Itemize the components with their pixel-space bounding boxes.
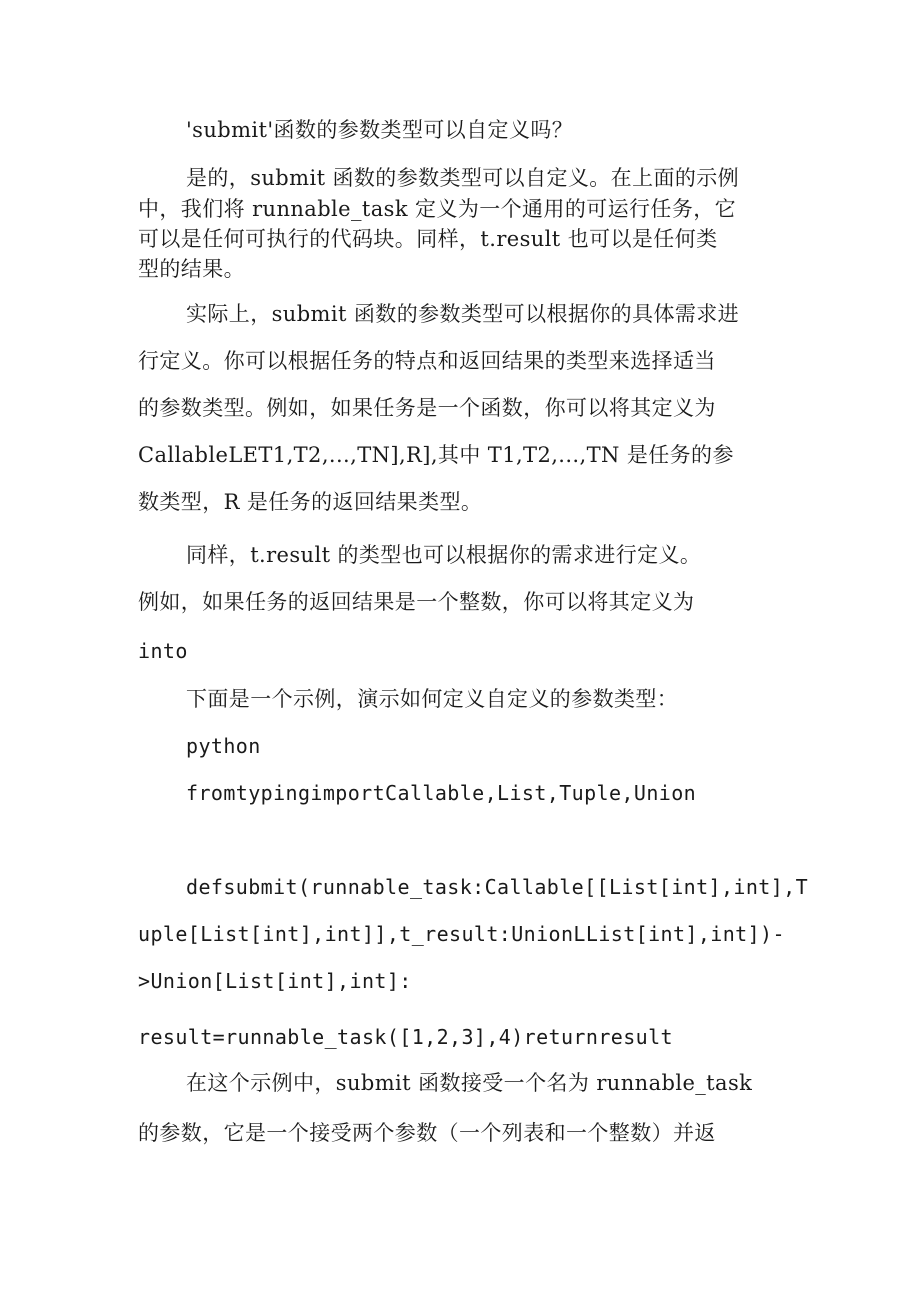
paragraph-line: 数类型，R 是任务的返回结果类型。 — [138, 490, 483, 514]
code-language-label: python — [186, 734, 261, 758]
code-line: defsubmit(runnable_task:Callable[[List[int],int],T — [186, 875, 809, 899]
code-line: >Union[List[int],int]: — [138, 969, 412, 993]
paragraph-line: 可以是任何可执行的代码块。同样，t.result 也可以是任何类 — [138, 227, 718, 251]
code-line: result=runnable_task([1,2,3],4)returnresult — [138, 1025, 673, 1049]
code-line: fromtypingimportCallable,List,Tuple,Union — [186, 781, 697, 805]
paragraph-line: 型的结果。 — [138, 257, 245, 281]
paragraph-line: 在这个示例中，submit 函数接受一个名为 runnable_task — [186, 1071, 753, 1095]
paragraph-line: into — [138, 639, 188, 663]
paragraph-line: 是的，submit 函数的参数类型可以自定义。在上面的示例 — [186, 166, 740, 190]
paragraph-line: 同样，t.result 的类型也可以根据你的需求进行定义。 — [186, 543, 702, 567]
paragraph-line: 的参数类型。例如，如果任务是一个函数，你可以将其定义为 — [138, 396, 716, 420]
question-heading: 'submit'函数的参数类型可以自定义吗？ — [186, 118, 574, 142]
paragraph-line: 例如，如果任务的返回结果是一个整数，你可以将其定义为 — [138, 590, 695, 614]
code-line: uple[List[int],int]],t_result:UnionLList[int],int])- — [138, 922, 785, 946]
paragraph-line: 的参数，它是一个接受两个参数（一个列表和一个整数）并返 — [138, 1121, 716, 1145]
paragraph-line: 中，我们将 runnable_task 定义为一个通用的可运行任务，它 — [138, 197, 737, 221]
paragraph-line: CallableLET1,T2,...,TN],R],其中 T1,T2,...,TN 是任务的参 — [138, 443, 734, 467]
paragraph-line: 行定义。你可以根据任务的特点和返回结果的类型来选择适当 — [138, 349, 716, 373]
paragraph-line: 实际上，submit 函数的参数类型可以根据你的具体需求进 — [186, 302, 740, 326]
paragraph-line: 下面是一个示例，演示如何定义自定义的参数类型： — [186, 687, 679, 711]
